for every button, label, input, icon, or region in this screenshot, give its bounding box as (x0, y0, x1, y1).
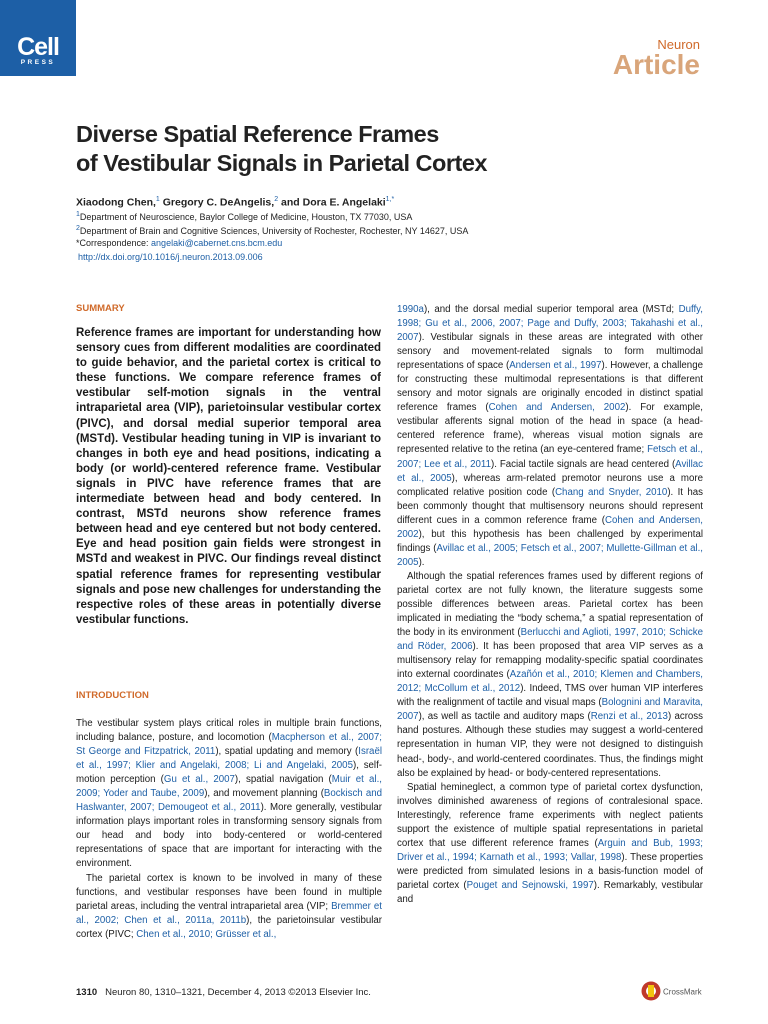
citation-link[interactable]: Duffy, 1998; Gu et al., 2006, 2007; Page and Duffy, 2003; Takahashi et al., 2007 (397, 304, 703, 344)
body-text: Spatial hemineglect, a common type of parietal cortex dysfunction, involves diminished awareness of regions of contralesional space. Interestingly, reference frame experiments with neglect patients support the existence of multiple spatial representations in parietal cortex that use different reference frames ( (397, 781, 703, 849)
body-text: ) across hand postures. Although these studies may suggest a world-centered representation in human VIP, they were not designed to distinguish head-, body-, and world-centered coordinates. Thus, the findings might also be explained by head- or body-centered representations. (397, 711, 703, 779)
citation-link[interactable]: Avillac et al., 2005 (397, 458, 703, 484)
body-text: ). (418, 556, 425, 568)
body-text: Although the spatial references frames used by different regions of parietal cortex are not fully known, the literature suggests some possible differences between areas. Parietal cortex has been implicated in mediating the “body schema,” a spatial representation of the body in its environment ( (397, 570, 703, 639)
author-1[interactable]: Xiaodong Chen, (76, 196, 156, 209)
citation-link[interactable]: Gu et al., 2007 (163, 774, 235, 786)
summary-heading: SUMMARY (76, 303, 125, 314)
author-2-sup: 2 (274, 196, 279, 203)
citation-link[interactable]: Bolognini and Maravita, 2007 (397, 697, 704, 723)
author-3[interactable]: and Dora E. Angelaki (278, 196, 386, 209)
introduction-heading: INTRODUCTION (76, 690, 149, 701)
body-text: The parietal cortex is known to be involved in many of these functions, and vestibular responses have been found in multiple parietal areas, including the ventral intraparietal area (VIP; (76, 872, 382, 912)
body-text: ). These properties were predicted from simulated lesions in a basis-function model of parietal cortex ( (397, 851, 703, 891)
citation-link[interactable]: Cohen and Andersen, 2002 (397, 514, 703, 540)
body-text: ). Facial tactile signals are head centered ( (490, 458, 676, 470)
body-text: ), self-motion perception ( (76, 760, 382, 786)
citation-link[interactable]: Pouget and Sejnowski, 1997 (466, 879, 594, 891)
title-line-2: of Vestibular Signals in Parietal Cortex (76, 150, 487, 176)
author-3-sup: 1,* (385, 196, 395, 203)
body-text: ). More generally, vestibular information plays important roles in transforming sensory signals from our head and body into body-centered or world-centered representations of space that are important for interacting with the environment. (76, 802, 382, 870)
citation-link[interactable]: Berlucchi and Aglioti, 1997, 2010; Schicke and Röder, 2006 (397, 627, 703, 653)
right-paragraph-3 (397, 781, 703, 907)
right-column-body (397, 303, 703, 907)
crossmark-label: CrossMark (663, 987, 702, 997)
body-text: ). Vestibular signals in these areas are integrated with other sensory and movement-related signals to form multimodal representations of space ( (397, 332, 703, 372)
citation-link[interactable]: Chen et al., 2010; Grüsser et al., (136, 928, 277, 940)
aff-1-sup: 1 (76, 211, 80, 218)
author-1-sup: 1 (155, 196, 160, 203)
body-text: ), but this hypothesis has been challenged by experimental findings ( (397, 528, 703, 554)
aff-2-sup: 2 (76, 225, 80, 232)
aff-2-text: Department of Brain and Cognitive Sciences, University of Rochester, Rochester, NY 14627, USA (79, 226, 469, 236)
right-paragraph-2 (397, 570, 703, 781)
citation-link[interactable]: Israël et al., 1997; Klier and Angelaki, 2008; Li and Angelaki, 2005 (76, 746, 382, 772)
intro-paragraph-2 (76, 872, 382, 942)
body-text: ), the parietoinsular vestibular cortex (PIVC; (76, 914, 383, 940)
body-text: ), spatial updating and memory ( (215, 746, 359, 758)
right-paragraph-1 (397, 303, 703, 570)
title-line-1: Diverse Spatial Reference Frames (76, 121, 439, 147)
citation-link[interactable]: Azañón et al., 2010; Klemen and Chambers, 2012; McCollum et al., 2012 (397, 669, 703, 695)
body-text: ). However, a challenge for constructing these multimodal representations is that different sensory and motor signals are originally encoded in distinct spatial reference frames ( (397, 360, 703, 414)
aff-1-text: Department of Neuroscience, Baylor College of Medicine, Houston, TX 77030, USA (79, 212, 413, 222)
body-text: The vestibular system plays critical roles in multiple brain functions, including balance, posture, and locomotion ( (76, 718, 382, 744)
body-text: ), whereas arm-related premotor neurons use a more complicated relative position code ( (397, 472, 703, 498)
body-text: ). It has been proposed that area VIP serves as a multisensory relay for remapping modality-specific spatial coordinates into external coordinates ( (397, 641, 703, 681)
article-type: Article (612, 49, 700, 80)
affiliation-1 (76, 211, 412, 222)
citation-link[interactable]: Arguin and Bub, 1993; Driver et al., 1994; Karnath et al., 1993; Vallar, 1998 (397, 837, 703, 863)
correspondence-label: *Correspondence: (76, 238, 152, 248)
citation-link[interactable]: Muir et al., 2009; Yoder and Taube, 2009 (76, 774, 382, 800)
article-title (76, 120, 636, 178)
citation-link[interactable]: Andersen et al., 1997 (509, 360, 602, 372)
intro-paragraph-1 (76, 717, 382, 872)
body-text: ), and movement planning ( (204, 788, 324, 800)
page-number: 1310 (76, 987, 98, 998)
citation-link[interactable]: Bockisch and Haslwanter, 2007; Demougeot et al., 2011 (76, 788, 382, 814)
body-text: ). It has been commonly thought that multisensory neurons should represent different cues in a common reference frame ( (397, 486, 703, 526)
doi-link[interactable]: http://dx.doi.org/10.1016/j.neuron.2013.09.006 (78, 252, 263, 262)
citation-link[interactable]: Avillac et al., 2005; Fetsch et al., 2007; Mullette-Gillman et al., 2005 (397, 542, 703, 568)
affiliation-2 (76, 225, 468, 236)
citation-link[interactable]: Cohen and Andersen, 2002 (488, 402, 626, 414)
author-2[interactable]: Gregory C. DeAngelis, (159, 196, 275, 209)
journal-name: Neuron (657, 37, 700, 52)
body-text: ), spatial navigation ( (234, 774, 332, 786)
body-text: ), and the dorsal medial superior temporal area (MSTd; (423, 304, 679, 315)
citation-link[interactable]: Chang and Snyder, 2010 (555, 486, 668, 498)
citation-link[interactable]: Renzi et al., 2013 (590, 711, 668, 723)
citation-link[interactable]: Macpherson et al., 2007; St George and Fitzpatrick, 2011 (76, 732, 382, 758)
citation-link[interactable]: 1990a (397, 304, 424, 315)
crossmark-badge[interactable] (640, 980, 708, 1002)
left-column-body (76, 717, 382, 942)
journal-citation: Neuron 80, 1310–1321, December 4, 2013 ©2013 Elsevier Inc. (105, 987, 371, 998)
author-list (76, 196, 394, 209)
body-text: ). Indeed, TMS over human VIP interferes with the realignment of tactile and visual maps ( (397, 683, 704, 709)
body-text: ). For example, vestibular afferents signal motion of the head in space (a head-centered reference frame), whereas visual motion signals are represented relative to the retina (an eye-centered frame; (397, 402, 703, 456)
correspondence (76, 238, 282, 248)
crossmark-icon (648, 985, 654, 997)
body-text: ), as well as tactile and auditory maps ( (418, 711, 591, 723)
correspondence-email-link[interactable]: angelaki@cabernet.cns.bcm.edu (151, 238, 283, 248)
summary-text: Reference frames are important for understanding how sensory cues from different modalities are coordinated to guide behavior, and the parietal cortex is critical to these functions. We compare reference frames of vestibular self-motion signals in the ventral intraparietal area (VIP), parietoinsular vestibular cortex (PIVC), and dorsal medial superior temporal area (MSTd). Vestibular heading tuning in VIP is invariant to changes in both eye and head positions, indicating a body (or world)-centered reference frame. Vestibular signals in PIVC have reference frames that are intermediate between head and body centered. In contrast, MSTd neurons show reference frames between head and eye centered but not body centered. Eye and head position gain fields were strongest in MSTd and weakest in PIVC. Our findings reveal distinct spatial reference frames for representing vestibular signals and pose new challenges for understanding the respective roles of these areas in potentially diverse vestibular functions. (76, 327, 381, 626)
body-text: ). Remarkably, vestibular and (397, 879, 703, 905)
page-footer (76, 987, 371, 998)
logo-main: Cell (17, 33, 59, 61)
logo-sub: PRESS (20, 59, 56, 66)
cell-press-logo (0, 0, 76, 76)
citation-link[interactable]: Fetsch et al., 2007; Lee et al., 2011 (397, 444, 703, 470)
citation-link[interactable]: Bremmer et al., 2002; Chen et al., 2011a, 2011b (76, 900, 382, 926)
